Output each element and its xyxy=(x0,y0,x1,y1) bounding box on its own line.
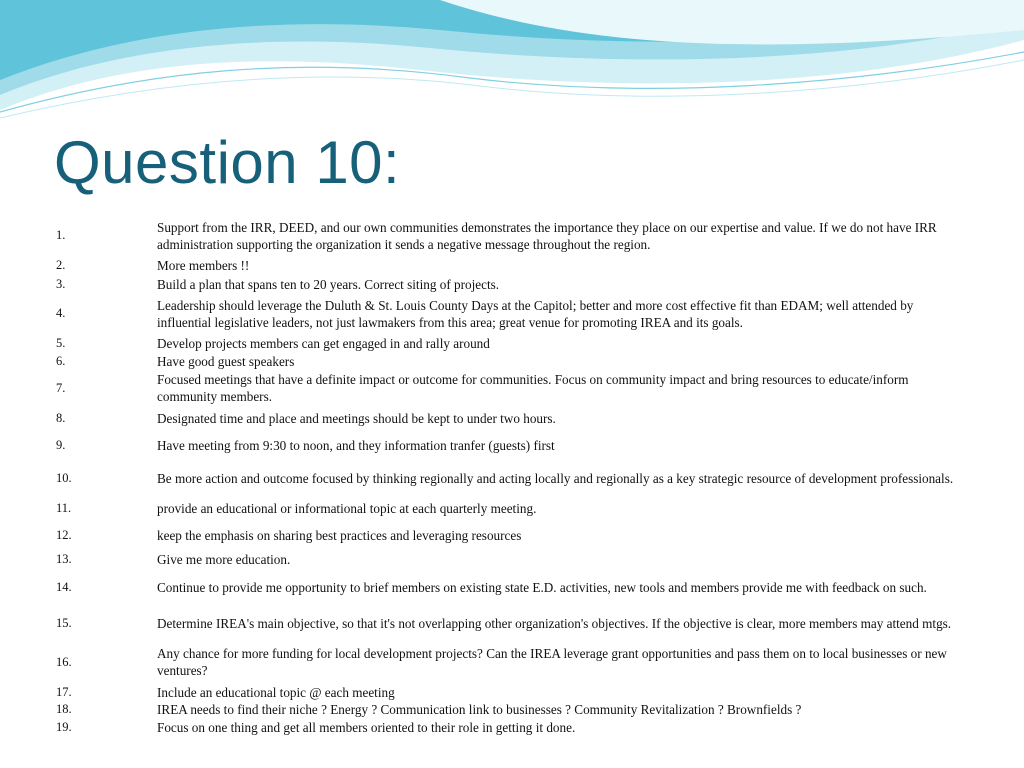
item-text: Continue to provide me opportunity to brief members on existing state E.D. activities, new tools and members provide me with feedback on such. xyxy=(157,579,927,595)
list-item xyxy=(56,496,956,520)
item-number: 17. xyxy=(56,684,72,699)
list-item xyxy=(56,683,956,701)
list-item xyxy=(56,460,956,496)
item-text: Have good guest speakers xyxy=(157,354,295,369)
slide-title: Question 10: xyxy=(54,129,401,196)
item-number: 6. xyxy=(56,354,66,368)
list-item xyxy=(56,275,956,294)
answers-list xyxy=(56,216,956,736)
item-number: 9. xyxy=(56,437,66,452)
item-number: 3. xyxy=(56,276,66,291)
item-number: 10. xyxy=(56,470,72,485)
item-text: Include an educational topic @ each meeting xyxy=(157,684,395,700)
item-number: 16. xyxy=(56,654,72,669)
list-item xyxy=(56,641,956,683)
item-text: Be more action and outcome focused by thinking regionally and acting locally and regionally as a key strategic resource of development professionals. xyxy=(157,470,954,486)
item-number: 19. xyxy=(56,719,72,734)
item-text: Give me more education. xyxy=(157,552,291,568)
item-text: IREA needs to find their niche ? Energy ? Communication link to businesses ? Community Revitalization ? Brownfields ? xyxy=(157,702,802,718)
item-number: 8. xyxy=(56,410,66,425)
item-text: Support from the IRR, DEED, and our own communities demonstrates the importance they place on our expertise and value. If we do not have IRR administration supporting the organization it sends a negative message throughout the region. xyxy=(157,219,937,252)
item-text: Develop projects members can get engaged in and rally around xyxy=(157,335,490,351)
item-number: 4. xyxy=(56,306,66,321)
list-item xyxy=(56,334,956,353)
item-text: provide an educational or informational topic at each quarterly meeting. xyxy=(157,500,537,516)
list-item xyxy=(56,605,956,641)
item-number: 1. xyxy=(56,228,66,243)
header-wave-decoration xyxy=(0,0,1024,130)
item-number: 12. xyxy=(56,527,72,542)
item-number: 18. xyxy=(56,702,72,717)
item-number: 2. xyxy=(56,257,66,272)
item-text: Any chance for more funding for local development projects? Can the IREA leverage grant opportunities and pass them on to local businesses or new ventures? xyxy=(157,646,947,679)
list-item xyxy=(56,430,956,460)
list-item xyxy=(56,294,956,334)
list-item xyxy=(56,520,956,550)
item-text: Determine IREA's main objective, so that it's not overlapping other organization's objectives. If the objective is clear, more members may attend mtgs. xyxy=(157,615,952,631)
item-text: Build a plan that spans ten to 20 years. Correct siting of projects. xyxy=(157,276,500,292)
list-item xyxy=(56,353,956,370)
item-text: Focused meetings that have a definite impact or outcome for communities. Focus on community impact and bring resources to educate/inform community members. xyxy=(157,372,909,405)
list-item xyxy=(56,256,956,275)
item-text: More members !! xyxy=(157,257,250,273)
list-item xyxy=(56,719,956,736)
list-item xyxy=(56,216,956,256)
list-item xyxy=(56,370,956,406)
item-number: 13. xyxy=(56,552,72,567)
item-text: keep the emphasis on sharing best practices and leveraging resources xyxy=(157,527,522,543)
item-number: 7. xyxy=(56,380,66,395)
list-item xyxy=(56,406,956,430)
list-item xyxy=(56,701,956,718)
item-number: 5. xyxy=(56,335,66,350)
item-text: Focus on one thing and get all members oriented to their role in getting it done. xyxy=(157,719,576,735)
list-item xyxy=(56,550,956,569)
item-text: Leadership should leverage the Duluth & St. Louis County Days at the Capitol; better and more cost effective fit than EDAM; well attended by influential legislative leaders, not just lawmakers from this area; great venue for promoting IREA and its goals. xyxy=(157,297,914,330)
item-number: 14. xyxy=(56,579,72,594)
item-number: 11. xyxy=(56,500,72,515)
item-text: Have meeting from 9:30 to noon, and they information tranfer (guests) first xyxy=(157,437,555,453)
item-text: Designated time and place and meetings should be kept to under two hours. xyxy=(157,410,556,426)
list-item xyxy=(56,569,956,605)
item-number: 15. xyxy=(56,615,72,630)
